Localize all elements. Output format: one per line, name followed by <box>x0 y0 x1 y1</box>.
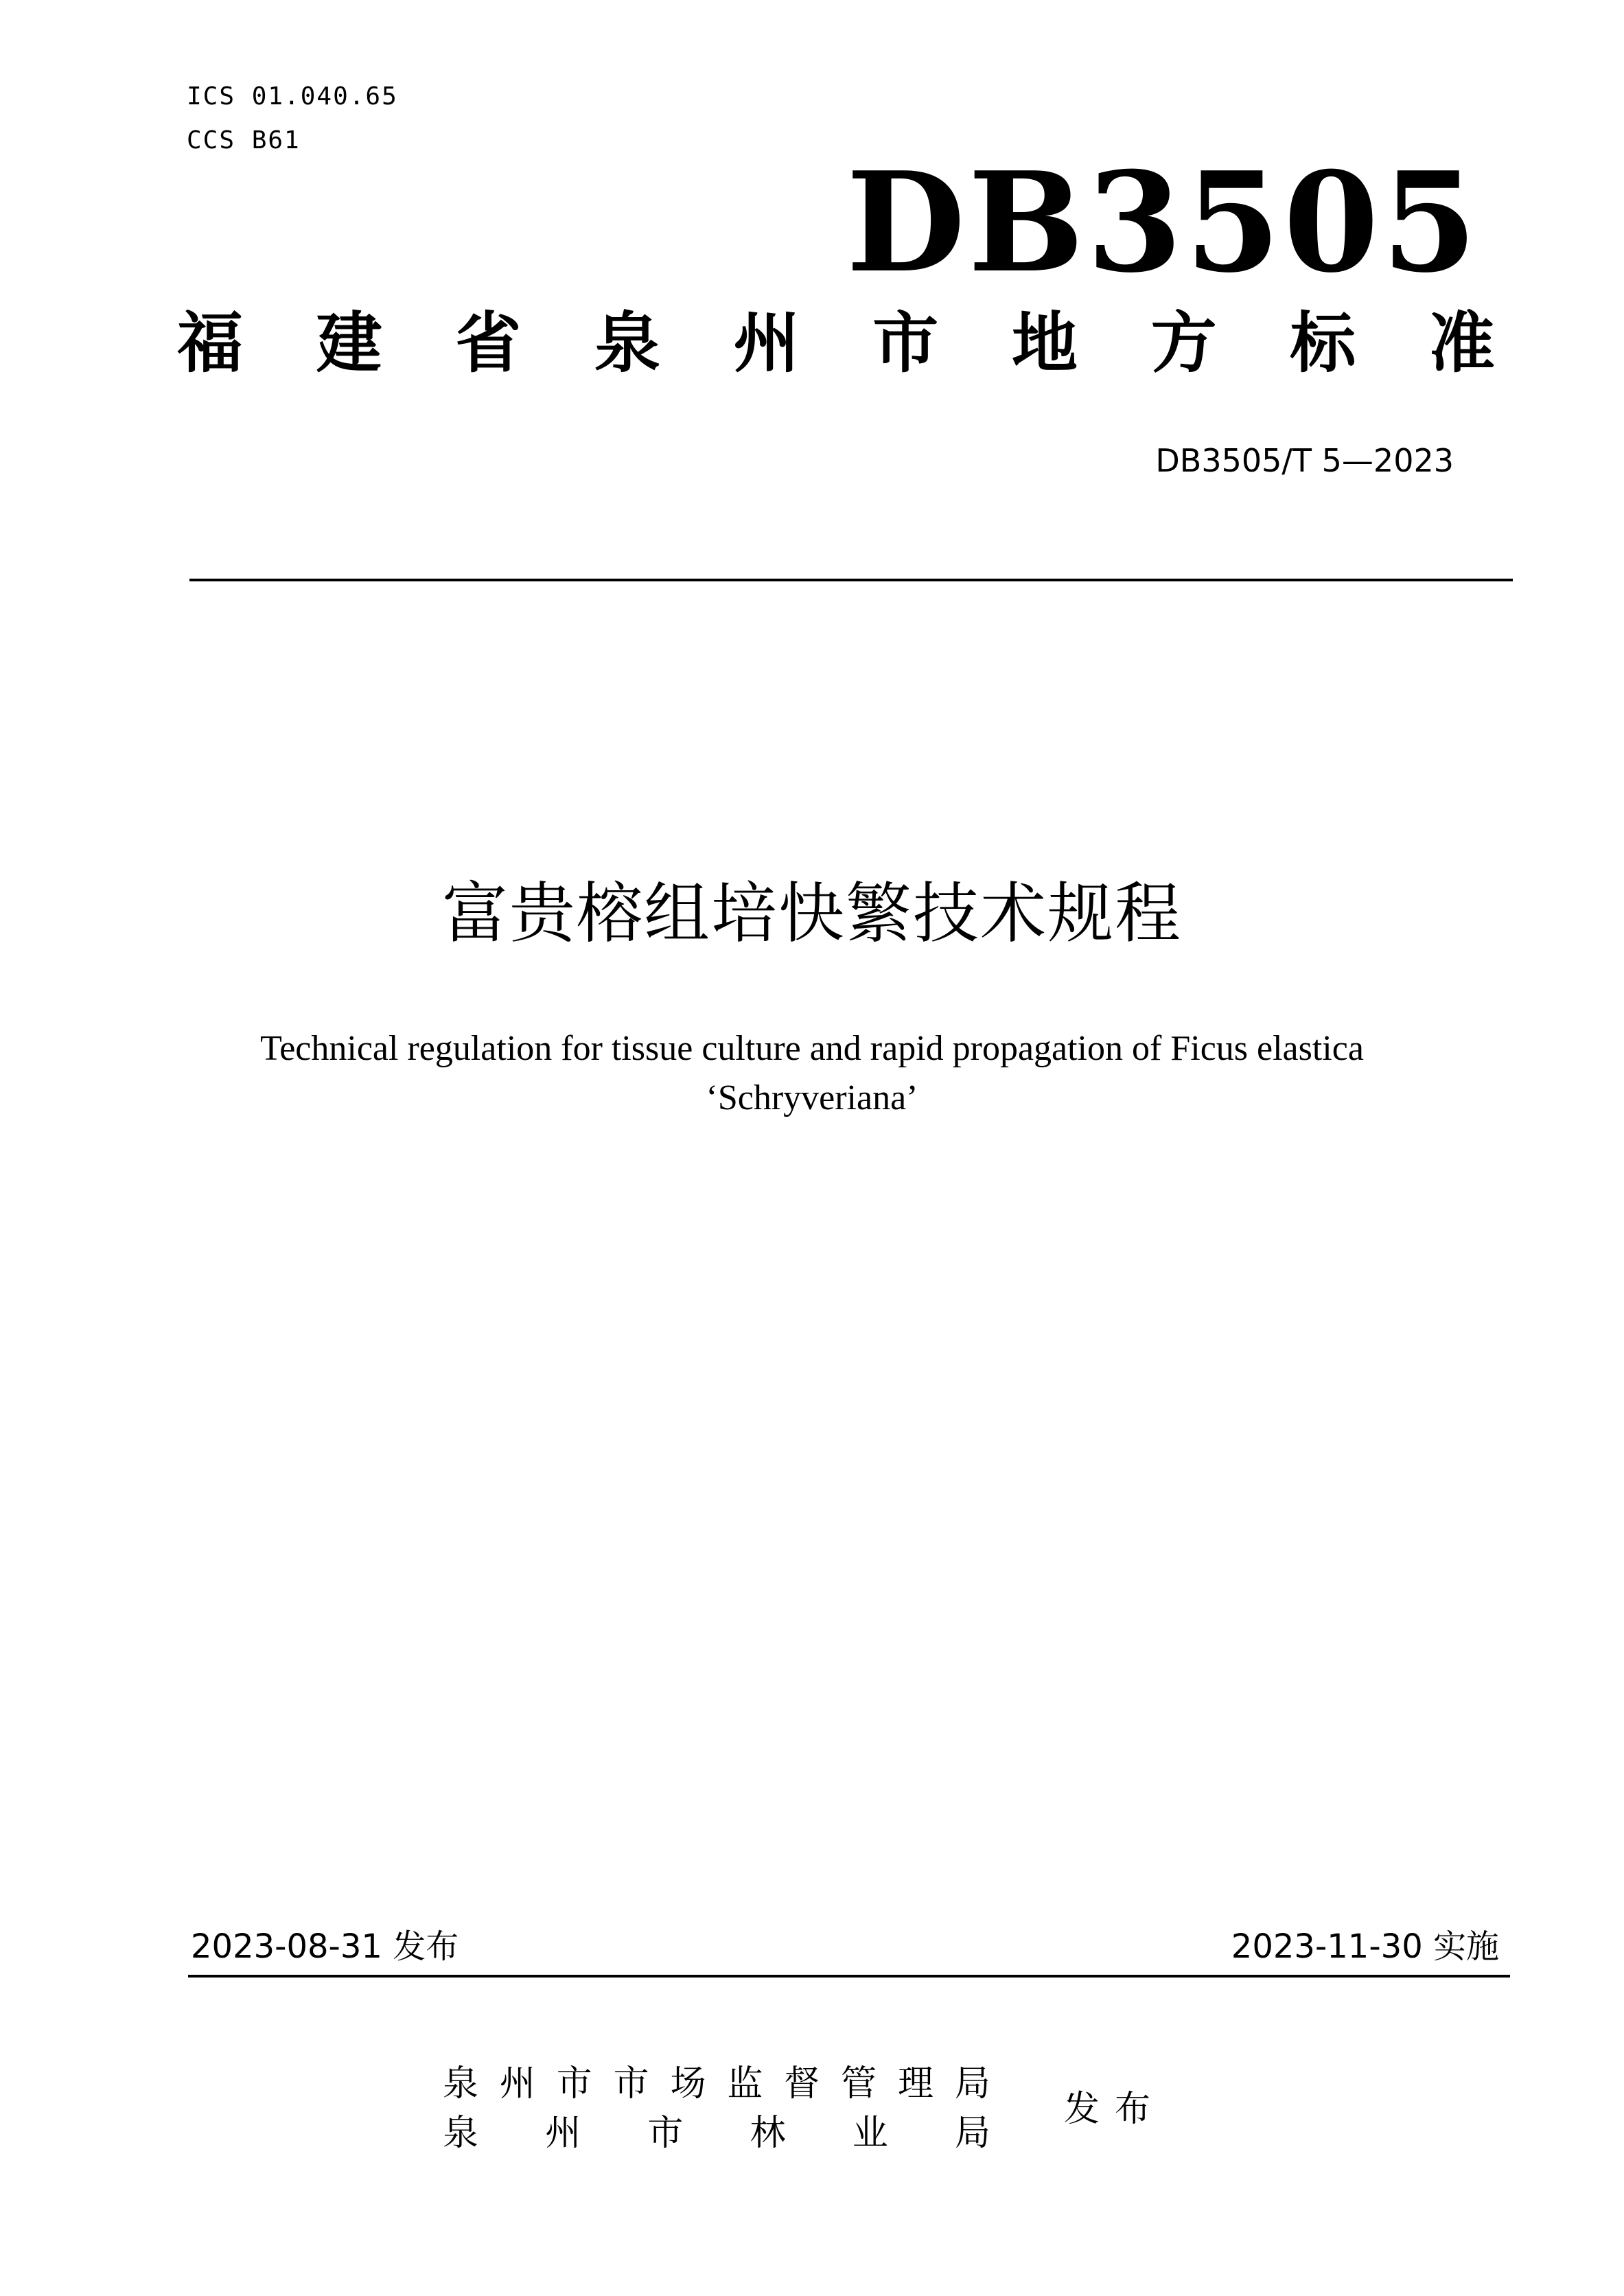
character: 州 <box>733 305 800 382</box>
character: 理 <box>898 2063 934 2104</box>
character: 管 <box>841 2063 877 2104</box>
character: 福 <box>177 305 243 382</box>
character: 州 <box>545 2113 581 2154</box>
character: 市 <box>647 2113 684 2154</box>
character: 泉 <box>594 305 660 382</box>
character: 局 <box>954 2063 990 2104</box>
issue-label: 发布 <box>1064 2089 1166 2130</box>
character: 方 <box>1150 305 1217 382</box>
character: 市 <box>556 2063 592 2104</box>
character: 林 <box>750 2113 786 2154</box>
ccs-code: CCS B61 <box>187 126 301 154</box>
english-title-line-2: ‘Schryveriana’ <box>706 1078 918 1117</box>
effective-date: 2023-11-30 实施 <box>1231 1927 1499 1966</box>
character: 市 <box>613 2063 649 2104</box>
document-title-english <box>0 1024 1624 1123</box>
character: 准 <box>1428 305 1495 382</box>
english-title-line-1: Technical regulation for tissue culture and rapid propagation of Ficus elastica <box>260 1029 1364 1068</box>
character: 场 <box>670 2063 706 2104</box>
character: 业 <box>852 2113 888 2154</box>
character: 督 <box>784 2063 820 2104</box>
character: 省 <box>455 305 522 382</box>
character: 局 <box>954 2113 990 2154</box>
issuing-agency-forestry <box>443 2113 990 2154</box>
character: 地 <box>1011 305 1078 382</box>
character: 市 <box>872 305 939 382</box>
standard-logo: DB3505 <box>846 142 1480 303</box>
character: 建 <box>316 305 382 382</box>
ics-code: ICS 01.040.65 <box>187 82 398 111</box>
character: 标 <box>1290 305 1356 382</box>
document-title-chinese: 富贵榕组培快繁技术规程 <box>442 875 1182 952</box>
standard-type-heading <box>177 305 1495 382</box>
standard-number: DB3505/T 5—2023 <box>1155 442 1454 479</box>
character: 泉 <box>443 2063 479 2104</box>
character: 监 <box>727 2063 763 2104</box>
character: 泉 <box>443 2113 479 2154</box>
publish-date: 2023-08-31 发布 <box>191 1927 459 1966</box>
issuing-agency-market-supervision <box>443 2063 990 2104</box>
bottom-divider <box>188 1975 1510 1978</box>
character: 州 <box>499 2063 535 2104</box>
top-divider <box>189 579 1513 581</box>
